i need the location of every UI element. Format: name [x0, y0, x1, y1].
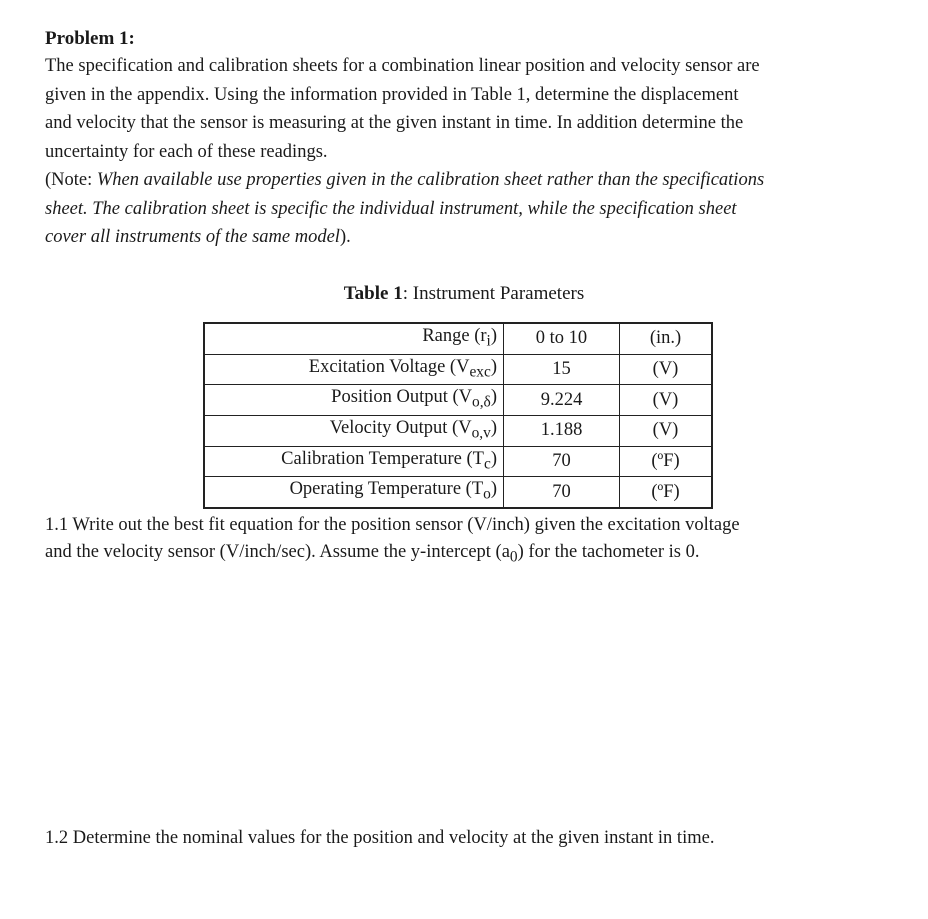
table-row: [204, 446, 712, 477]
param-label: Velocity Output $(V_{o,v})$: [204, 416, 504, 447]
note-suffix: ).: [339, 227, 351, 247]
param-value: 15: [504, 354, 620, 385]
table-row: [204, 477, 712, 508]
param-unit: (V): [620, 416, 713, 447]
question-1-1: [45, 512, 885, 571]
intro-line: and velocity that the sensor is measuring at the given instant in time. In addition determine the: [45, 113, 744, 133]
question-line: 1.1 Write out the best fit equation for the position sensor (V/inch) given the excitation voltage: [45, 515, 740, 535]
param-value: 9.224: [504, 385, 620, 416]
table-row: [204, 323, 712, 354]
param-label: Excitation Voltage $(V_{exc})$: [204, 354, 504, 385]
problem-intro: [45, 52, 885, 166]
param-value: 1.188: [504, 416, 620, 447]
note-line: sheet. The calibration sheet is specific the individual instrument, while the specification sheet: [45, 198, 737, 219]
param-label: Position Output $(V_{o,\delta})$: [204, 385, 504, 416]
param-label: Range $(r_i)$: [204, 323, 504, 354]
intro-line: given in the appendix. Using the information provided in Table 1, determine the displacement: [45, 84, 739, 105]
param-label: Operating Temperature $(T_o)$: [204, 477, 504, 508]
param-value: 70: [504, 477, 620, 508]
question-1-2: 1.2 Determine the nominal values for the position and velocity at the given instant in time.: [45, 828, 715, 848]
param-label: Calibration Temperature $(T_c)$: [204, 446, 504, 477]
table-row: [204, 354, 712, 385]
intro-line: uncertainty for each of these readings.: [45, 141, 328, 162]
table-row: [204, 385, 712, 416]
table-caption: [0, 281, 928, 307]
param-unit: (ºF): [620, 446, 713, 477]
note-prefix: (Note:: [45, 170, 97, 190]
instrument-parameters-table: [203, 322, 713, 509]
intro-line: The specification and calibration sheets for a combination linear position and velocity sensor are: [45, 56, 760, 76]
param-unit: (V): [620, 354, 713, 385]
problem-title: Problem 1:: [45, 28, 135, 49]
note-line: When available use properties given in the calibration sheet rather than the specifications: [96, 170, 765, 190]
param-unit: (V): [620, 385, 713, 416]
problem-note: [45, 166, 885, 252]
table-caption-text: : Instrument Parameters: [402, 283, 585, 304]
param-value: 0 to 10: [504, 323, 620, 354]
note-line: cover all instruments of the same model: [45, 227, 340, 247]
param-unit: (in.): [620, 323, 713, 354]
question-line-tail: ) for the tachometer is 0.: [517, 542, 700, 562]
problem-block: [45, 26, 885, 252]
param-unit: (ºF): [620, 477, 713, 508]
table-caption-number: Table 1: [343, 283, 403, 304]
question-subscript: 0: [509, 548, 518, 566]
table-row: [204, 416, 712, 447]
param-value: 70: [504, 446, 620, 477]
question-line: and the velocity sensor (V/inch/sec). Assume the y-intercept (a: [45, 542, 510, 562]
